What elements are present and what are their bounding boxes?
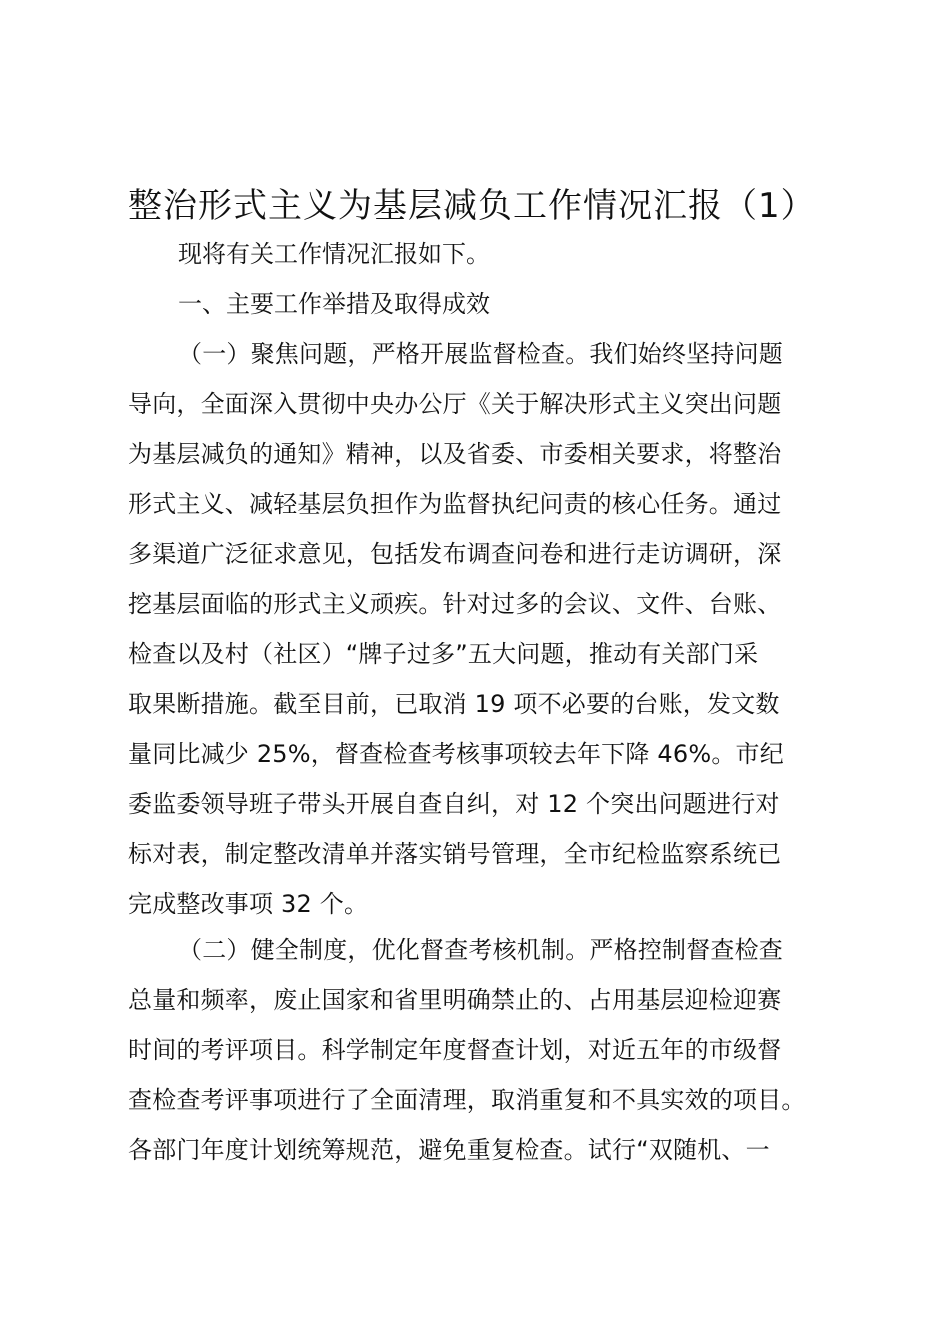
paragraph-line: 检查以及村（社区）“牌子过多”五大问题，推动有关部门采 — [128, 640, 759, 668]
paragraph-line: 量同比减少 25%，督查检查考核事项较去年下降 46%。市纪 — [128, 740, 784, 768]
paragraph-line: 时间的考评项目。科学制定年度督查计划，对近五年的市级督 — [128, 1036, 782, 1064]
section-heading: 一、主要工作举措及取得成效 — [178, 290, 490, 318]
paragraph-line: 总量和频率，废止国家和省里明确禁止的、占用基层迎检迎赛 — [128, 986, 782, 1014]
paragraph-line: 导向，全面深入贯彻中央办公厅《关于解决形式主义突出问题 — [128, 390, 782, 418]
paragraph-line: 完成整改事项 32 个。 — [128, 890, 369, 918]
paragraph-line: （一）聚焦问题，严格开展监督检查。我们始终坚持问题 — [178, 340, 783, 368]
paragraph-line: 为基层减负的通知》精神，以及省委、市委相关要求，将整治 — [128, 440, 782, 468]
paragraph-line: 标对表，制定整改清单并落实销号管理，全市纪检监察系统已 — [128, 840, 782, 868]
paragraph-line: 多渠道广泛征求意见，包括发布调查问卷和进行走访调研，深 — [128, 540, 782, 568]
document-title: 整治形式主义为基层减负工作情况汇报（1） — [128, 186, 816, 226]
paragraph-line: 查检查考评事项进行了全面清理，取消重复和不具实效的项目。 — [128, 1086, 806, 1114]
paragraph-line: 各部门年度计划统筹规范，避免重复检查。试行“双随机、一 — [128, 1136, 770, 1164]
paragraph-line: 取果断措施。截至目前，已取消 19 项不必要的台账，发文数 — [128, 690, 780, 718]
intro-text: 现将有关工作情况汇报如下。 — [178, 240, 490, 268]
paragraph-1 — [128, 334, 848, 934]
paragraph-2 — [128, 930, 848, 1180]
paragraph-line: 形式主义、减轻基层负担作为监督执纪问责的核心任务。通过 — [128, 490, 782, 518]
paragraph-line: 委监委领导班子带头开展自查自纠，对 12 个突出问题进行对 — [128, 790, 780, 818]
paragraph-line: 挖基层面临的形式主义顽疾。针对过多的会议、文件、台账、 — [128, 590, 782, 618]
paragraph-line: （二）健全制度，优化督查考核机制。严格控制督查检查 — [178, 936, 783, 964]
